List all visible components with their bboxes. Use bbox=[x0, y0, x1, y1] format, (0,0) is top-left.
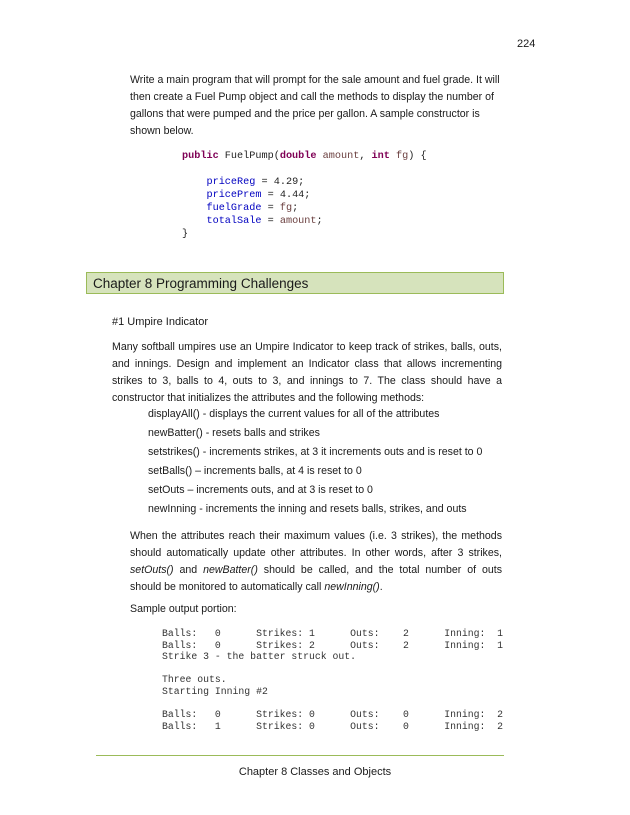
sample-output-block bbox=[162, 628, 503, 732]
code-param: fg bbox=[279, 203, 293, 214]
output-line: Balls: 0 Strikes: 1 Outs: 2 Inning: 1 bbox=[162, 628, 503, 639]
code-field: totalSale bbox=[206, 216, 262, 227]
footer-title: Chapter 8 Classes and Objects bbox=[238, 766, 392, 778]
rule-text: . bbox=[379, 581, 383, 593]
rule-text: should be called, and the total number of outs should be monitored to automatically call bbox=[130, 564, 502, 593]
footer-divider bbox=[96, 755, 504, 756]
code-param: amount bbox=[316, 151, 360, 162]
method-item: displayAll() - displays the current values for all of the attributes bbox=[148, 408, 440, 420]
method-item: newBatter() - resets balls and strikes bbox=[148, 427, 320, 439]
code-line: } bbox=[182, 229, 189, 240]
code-keyword: int bbox=[371, 151, 390, 162]
output-line: Balls: 0 Strikes: 0 Outs: 0 Inning: 2 bbox=[162, 709, 503, 721]
code-text: , bbox=[359, 151, 372, 162]
code-text: ; bbox=[316, 216, 323, 227]
sample-output-label: Sample output portion: bbox=[130, 603, 237, 615]
code-line bbox=[182, 202, 427, 215]
code-field: pricePrem bbox=[206, 190, 262, 201]
code-text: = bbox=[261, 216, 280, 227]
code-line bbox=[182, 163, 427, 176]
code-text: FuelPump( bbox=[218, 151, 280, 162]
page-number: 224 bbox=[517, 38, 536, 50]
output-line: Starting Inning #2 bbox=[162, 685, 268, 697]
method-item: setBalls() – increments balls, at 4 is reset to 0 bbox=[148, 465, 362, 477]
code-text: = 4.44; bbox=[261, 190, 311, 201]
code-text: = 4.29; bbox=[255, 177, 305, 188]
code-field: fuelGrade bbox=[206, 203, 262, 214]
code-line bbox=[182, 215, 427, 228]
code-param: amount bbox=[279, 216, 317, 227]
chapter-heading: Chapter 8 Programming Challenges bbox=[86, 272, 504, 294]
method-item: setstrikes() - increments strikes, at 3 it increments outs and is reset to 0 bbox=[148, 446, 483, 458]
rule-text: When the attributes reach their maximum values (i.e. 3 strikes), the methods should automatically update other attributes. In other words, after 3 strikes, bbox=[130, 530, 502, 559]
problem-description: Many softball umpires use an Umpire Indicator to keep track of strikes, balls, outs, and innings. Design and implement an Indicator class that allows incrementing strikes to 3, balls to 4, outs to 3, and innings to 7. The class should have a constructor that initializes the attributes and the following methods: bbox=[112, 341, 502, 404]
auto-update-paragraph bbox=[130, 528, 502, 596]
code-keyword: double bbox=[279, 151, 317, 162]
output-line: Balls: 1 Strikes: 0 Outs: 0 Inning: 2 bbox=[162, 720, 503, 732]
method-list bbox=[148, 405, 482, 519]
method-reference: setOuts() bbox=[130, 564, 174, 576]
code-text: ; bbox=[292, 203, 299, 214]
code-keyword: public bbox=[182, 151, 219, 162]
output-line: Three outs. bbox=[162, 674, 227, 686]
constructor-code-block bbox=[182, 150, 427, 241]
method-reference: newBatter() bbox=[203, 564, 258, 576]
output-line: Strike 3 - the batter struck out. bbox=[162, 651, 357, 663]
code-line bbox=[182, 189, 427, 202]
code-text: = bbox=[261, 203, 280, 214]
code-line bbox=[182, 150, 427, 163]
output-line: Balls: 0 Strikes: 2 Outs: 2 Inning: 1 bbox=[162, 639, 503, 651]
output-line bbox=[162, 698, 503, 710]
method-reference: newInning() bbox=[324, 581, 380, 593]
code-field: priceReg bbox=[206, 177, 256, 188]
code-param: fg bbox=[389, 151, 409, 162]
code-text: ) { bbox=[408, 151, 427, 162]
method-item: setOuts – increments outs, and at 3 is reset to 0 bbox=[148, 484, 373, 496]
output-line bbox=[162, 663, 503, 675]
intro-paragraph: Write a main program that will prompt for the sale amount and fuel grade. It will then create a Fuel Pump object and call the methods to display the number of gallons that were pumped and the price per gallon. A sample constructor is shown below. bbox=[130, 74, 500, 137]
rule-text: and bbox=[173, 564, 204, 576]
method-item: newInning - increments the inning and resets balls, strikes, and outs bbox=[148, 503, 467, 515]
code-line bbox=[182, 176, 427, 189]
problem-title: #1 Umpire Indicator bbox=[112, 316, 208, 328]
